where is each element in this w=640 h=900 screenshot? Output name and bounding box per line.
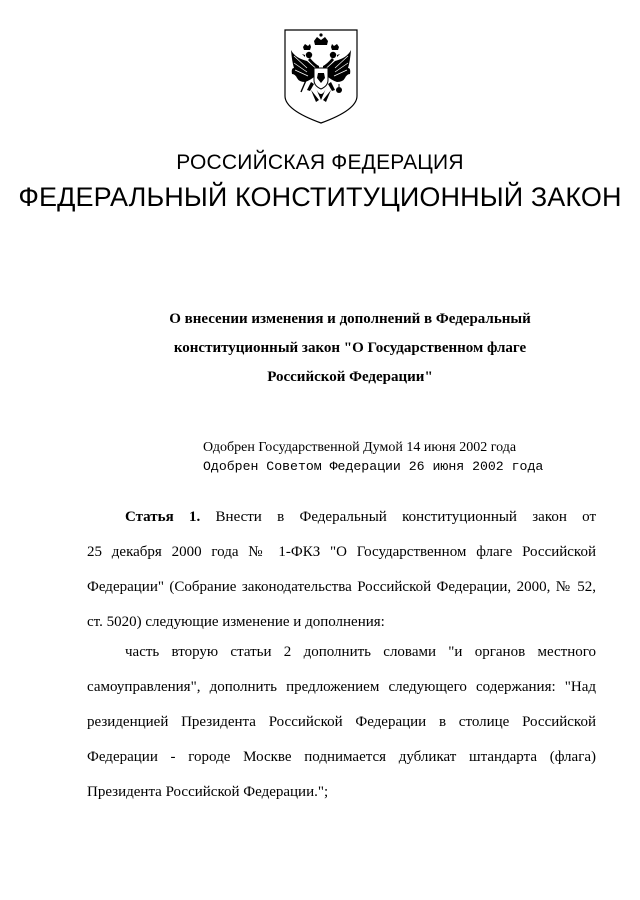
russian-coat-of-arms-icon <box>283 28 359 124</box>
law-title-line: конституционный закон "О Государственном флаге <box>173 340 527 356</box>
paragraph-amendment <box>87 635 596 810</box>
law-type-heading: ФЕДЕРАЛЬНЫЙ КОНСТИТУЦИОННЫЙ ЗАКОН <box>18 182 622 212</box>
article-1-line: Федерации" (Собрание законодательства Российской Федерации, 2000, № 52, <box>87 579 596 595</box>
article-1-line <box>87 500 596 535</box>
paragraph-line: резиденцией Президента Российской Федерации в столице Российской <box>87 714 596 730</box>
article-1-line: 25 декабря 2000 года № 1-ФКЗ "О Государственном флаге Российской <box>87 544 596 560</box>
approval-state-duma: Одобрен Государственной Думой 14 июня 2002 года <box>203 440 517 455</box>
article-1 <box>87 500 596 640</box>
paragraph-line: самоуправления", дополнить предложением следующего содержания: "Над <box>87 679 596 695</box>
law-title <box>140 305 560 392</box>
paragraph-line: Президента Российской Федерации."; <box>87 784 329 800</box>
article-1-text: Внести в Федеральный конституционный закон от <box>215 509 596 525</box>
paragraph-line: часть вторую статьи 2 дополнить словами "и органов местного <box>125 644 596 660</box>
approval-federation-council: Одобрен Советом Федерации 26 июня 2002 года <box>203 459 544 474</box>
law-title-line: О внесении изменения и дополнений в Федеральный <box>169 311 531 327</box>
country-name: РОССИЙСКАЯ ФЕДЕРАЦИЯ <box>176 151 464 174</box>
article-1-label: Статья 1. <box>125 509 201 525</box>
law-title-line: Российской Федерации" <box>267 369 433 385</box>
article-1-line: ст. 5020) следующие изменение и дополнения: <box>87 614 385 630</box>
paragraph-line: Федерации - городе Москве поднимается дубликат штандарта (флага) <box>87 749 596 765</box>
